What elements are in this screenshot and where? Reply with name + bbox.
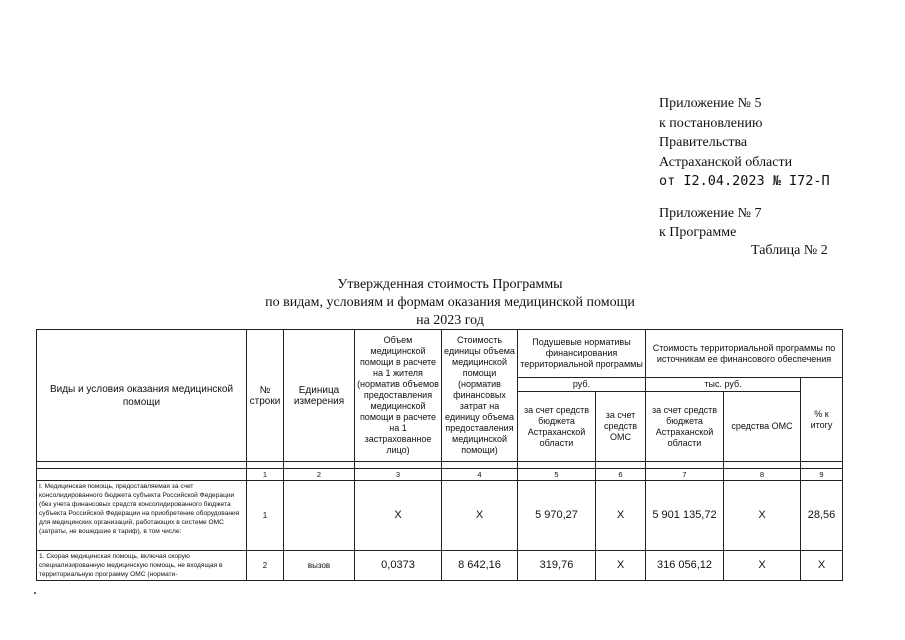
row-src-budget: 316 056,12 <box>646 551 724 581</box>
column-number: 6 <box>596 469 646 481</box>
appendix-line: Приложение № 7 <box>659 205 762 221</box>
row-unit-cost: 8 642,16 <box>442 551 518 581</box>
table-row <box>37 481 843 551</box>
row-volume: X <box>355 481 442 551</box>
row-volume: 0,0373 <box>355 551 442 581</box>
row-src-oms: X <box>724 551 801 581</box>
row-unit-cost: X <box>442 481 518 551</box>
row-unit: вызов <box>284 551 355 581</box>
row-unit <box>284 481 355 551</box>
header-sources-unit: тыс. руб. <box>646 378 801 392</box>
column-number <box>37 469 247 481</box>
column-number: 7 <box>646 469 724 481</box>
row-name: 1. Скорая медицинская помощь, включая скорую специализированную медицинскую помощь, не входящая в территориальную программу ОМС (нормати- <box>37 551 247 581</box>
appendix-block <box>659 94 830 243</box>
row-pc-oms: X <box>596 481 646 551</box>
column-number: 5 <box>518 469 596 481</box>
column-number: 4 <box>442 469 518 481</box>
row-name: I. Медицинская помощь, предоставляемая за счет консолидированного бюджета субъекта Российской Федерации (без учета финансовых средств консолидированного бюджета субъекта Российской Федерации на приобретение оборудования для медицинских организаций, работающих в системе ОМС (затраты, не вошедшие в тариф), в том числе: <box>37 481 247 551</box>
row-pc-oms: X <box>596 551 646 581</box>
column-number: 8 <box>724 469 801 481</box>
column-number: 9 <box>801 469 843 481</box>
appendix-line: Приложение № 5 <box>659 96 762 111</box>
table-number: Таблица № 2 <box>751 243 828 258</box>
row-src-oms: X <box>724 481 801 551</box>
header-unit: Единица измерения <box>284 330 355 462</box>
header-src-oms: средства ОМС <box>724 392 801 462</box>
header-volume: Объем медицинской помощи в расчете на 1 жителя (норматив объемов предоставления медицинской помощи в расчете на 1 застрахованное лицо) <box>355 330 442 462</box>
header-unit-cost: Стоимость единицы объема медицинской помощи (норматив финансовых затрат на единицу объема предоставления медицинской помощи) <box>442 330 518 462</box>
title-line: Утвержденная стоимость Программы <box>337 277 563 292</box>
title-line: на 2023 год <box>416 313 484 328</box>
header-types: Виды и условия оказания медицинской помощи <box>37 330 247 462</box>
header-per-capita-unit: руб. <box>518 378 646 392</box>
header-src-budget: за счет средств бюджета Астраханской области <box>646 392 724 462</box>
cost-table <box>36 329 843 581</box>
row-src-pct: 28,56 <box>801 481 843 551</box>
title-line: по видам, условиям и формам оказания медицинской помощи <box>265 295 635 310</box>
scan-artifact <box>34 592 36 594</box>
appendix-line: Астраханской области <box>659 154 793 170</box>
row-pc-budget: 5 970,27 <box>518 481 596 551</box>
header-sources-pct: % к итогу <box>801 378 843 462</box>
row-number: 2 <box>247 551 284 581</box>
row-src-pct: X <box>801 551 843 581</box>
header-pc-budget: за счет средств бюджета Астраханской области <box>518 392 596 462</box>
header-per-capita: Подушевые нормативы финансирования территориальной программы <box>518 330 646 378</box>
column-number: 3 <box>355 469 442 481</box>
document-title <box>200 276 700 330</box>
row-number: 1 <box>247 481 284 551</box>
appendix-line: к постановлению <box>659 115 763 131</box>
appendix-line: к Программе <box>659 225 737 240</box>
table-row <box>37 551 843 581</box>
row-pc-budget: 319,76 <box>518 551 596 581</box>
column-numbers-row <box>37 469 843 481</box>
header-pc-oms: за счет средств ОМС <box>596 392 646 462</box>
appendix-line: Правительства <box>659 135 748 150</box>
header-sources: Стоимость территориальной программы по источникам ее финансового обеспечения <box>646 330 843 378</box>
appendix-date-number: от I2.04.2023 № I72-П <box>659 173 830 189</box>
row-src-budget: 5 901 135,72 <box>646 481 724 551</box>
column-number: 2 <box>284 469 355 481</box>
header-row-no: № строки <box>247 330 284 462</box>
column-number: 1 <box>247 469 284 481</box>
